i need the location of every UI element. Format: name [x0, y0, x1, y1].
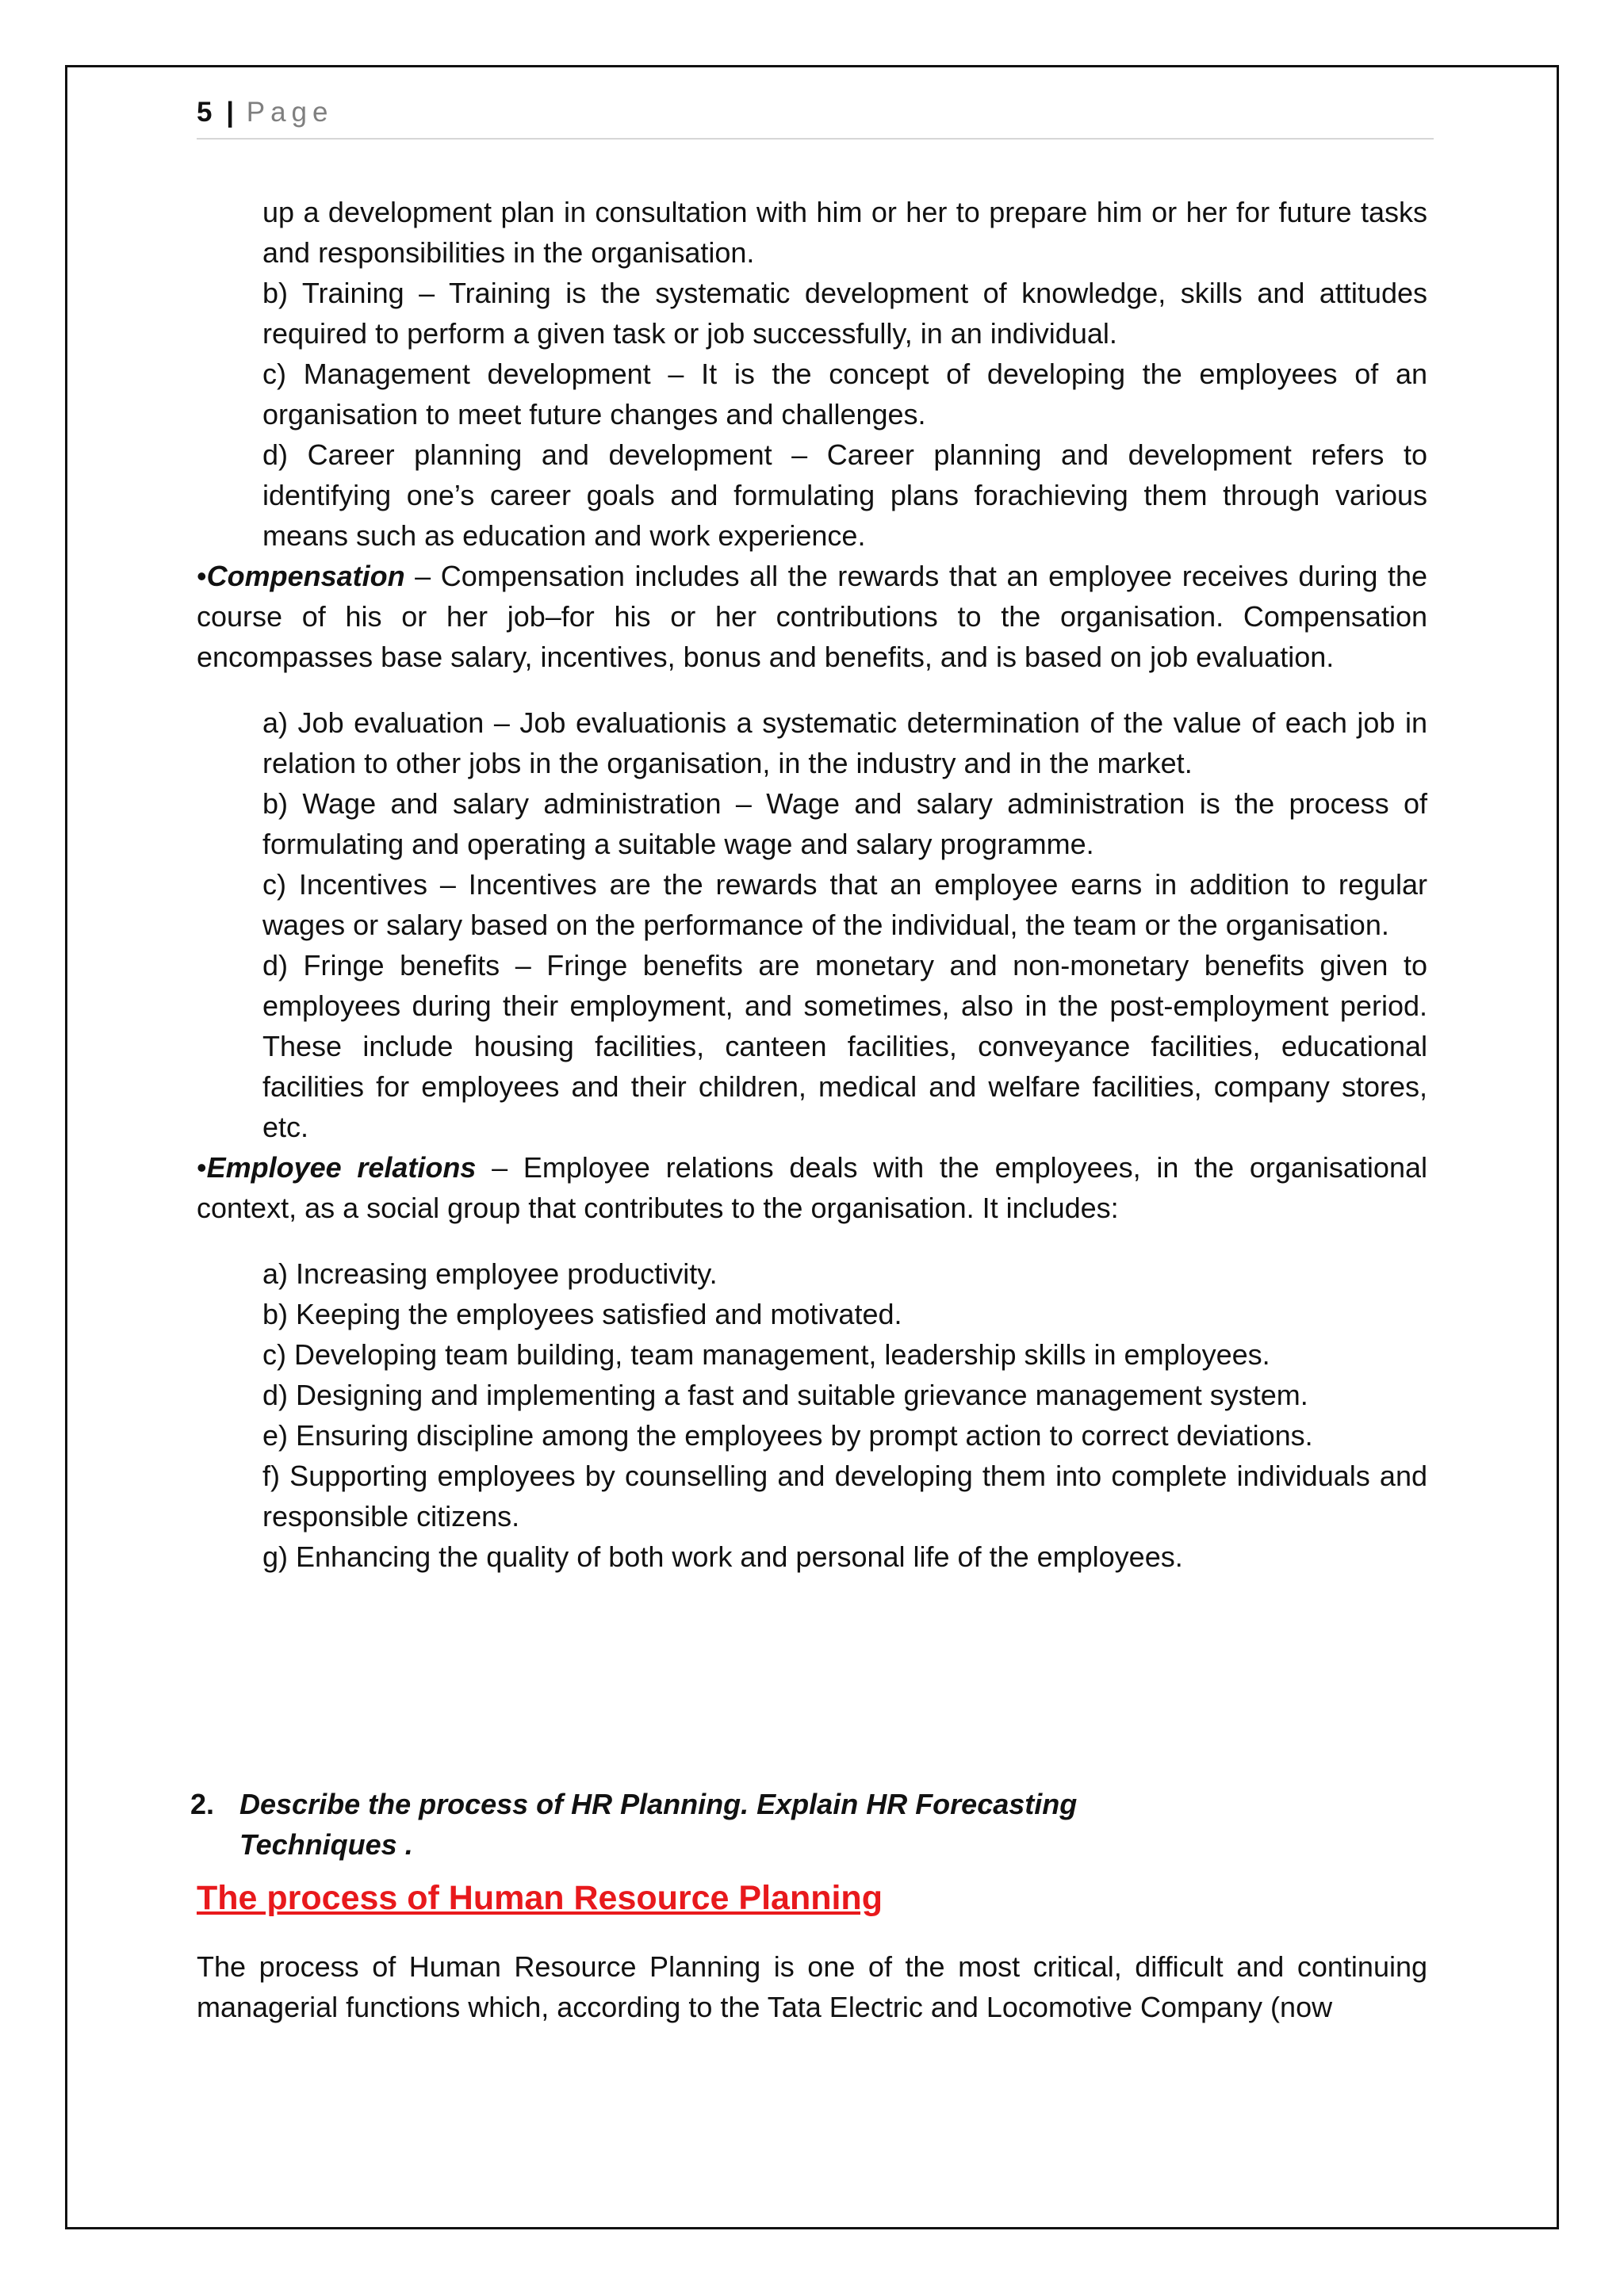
list-item: e) Ensuring discipline among the employees by prompt action to correct deviations.	[262, 1419, 1313, 1452]
question-text-1: Describe the process of HR Planning. Explain HR Forecasting	[239, 1788, 1078, 1820]
list-item: b) Wage and salary administration – Wage and salary administration is the process of formulating and operating a suitable wage and salary programme.	[262, 787, 1427, 860]
list-item: a) Job evaluation – Job evaluationis a systematic determination of the value of each job in relation to other jobs in the organisation, in the industry and in the market.	[262, 706, 1427, 779]
question-text-2: Techniques .	[239, 1828, 413, 1861]
bullet: •	[197, 1151, 207, 1184]
list-item: d) Fringe benefits – Fringe benefits are monetary and non-monetary benefits given to employees during their employment, and sometimes, also in the post-employment period. These include housing facilities, canteen facilities, conveyance facilities, educational facilities for employees and their children, medical and welfare facilities, company stores, etc.	[262, 949, 1427, 1143]
list-item: d) Career planning and development – Career planning and development refers to identifying one’s career goals and formulating plans forachieving them through various means such as education and work experience.	[262, 438, 1427, 552]
list-item: b) Keeping the employees satisfied and motivated.	[262, 1298, 902, 1330]
list-item: a) Increasing employee productivity.	[262, 1257, 718, 1290]
question-2	[190, 1784, 1142, 1865]
header-separator: |	[226, 97, 234, 128]
page-label: Page	[246, 97, 334, 128]
list-item: f) Supporting employees by counselling and developing them into complete individuals and responsible citizens.	[262, 1460, 1427, 1533]
list-item: c) Management development – It is the concept of developing the employees of an organisation to meet future changes and challenges.	[262, 358, 1427, 430]
paragraph: up a development plan in consultation with him or her to prepare him or her for future tasks and responsibilities in the organisation.	[262, 196, 1427, 269]
compensation-paragraph	[197, 556, 1427, 677]
employee-relations-paragraph	[197, 1147, 1427, 1228]
list-item: c) Incentives – Incentives are the rewards that an employee earns in addition to regular wages or salary based on the performance of the individual, the team or the organisation.	[262, 868, 1427, 941]
list-item: g) Enhancing the quality of both work and personal life of the employees.	[262, 1540, 1183, 1573]
list-item: c) Developing team building, team management, leadership skills in employees.	[262, 1338, 1270, 1371]
page-number: 5	[197, 97, 213, 128]
list-item: b) Training – Training is the systematic development of knowledge, skills and attitudes required to perform a given task or job successfully, in an individual.	[262, 277, 1427, 350]
question-number: 2.	[190, 1788, 215, 1820]
section-heading: The process of Human Resource Planning	[197, 1879, 883, 1917]
question-line-1	[190, 1784, 1142, 1824]
document-body	[197, 192, 1427, 1577]
list-item: d) Designing and implementing a fast and suitable grievance management system.	[262, 1379, 1308, 1411]
page-header	[197, 97, 1434, 140]
bullet: •	[197, 560, 207, 592]
employee-relations-term: Employee relations	[206, 1151, 477, 1184]
compensation-text: – Compensation includes all the rewards that an employee receives during the course of his or her job–for his or her contributions to the organisation. Compensation encompasses base salary, incentives, bonus and benefits, and is based on job evaluation.	[197, 560, 1427, 673]
section-paragraph: The process of Human Resource Planning is one of the most critical, difficult and continuing managerial functions which, according to the Tata Electric and Locomotive Company (now	[197, 1950, 1427, 2023]
employee-relations-text: – Employee relations deals with the employees, in the organisational context, as a social group that contributes to the organisation. It includes:	[197, 1151, 1427, 1224]
compensation-term: Compensation	[206, 560, 405, 592]
